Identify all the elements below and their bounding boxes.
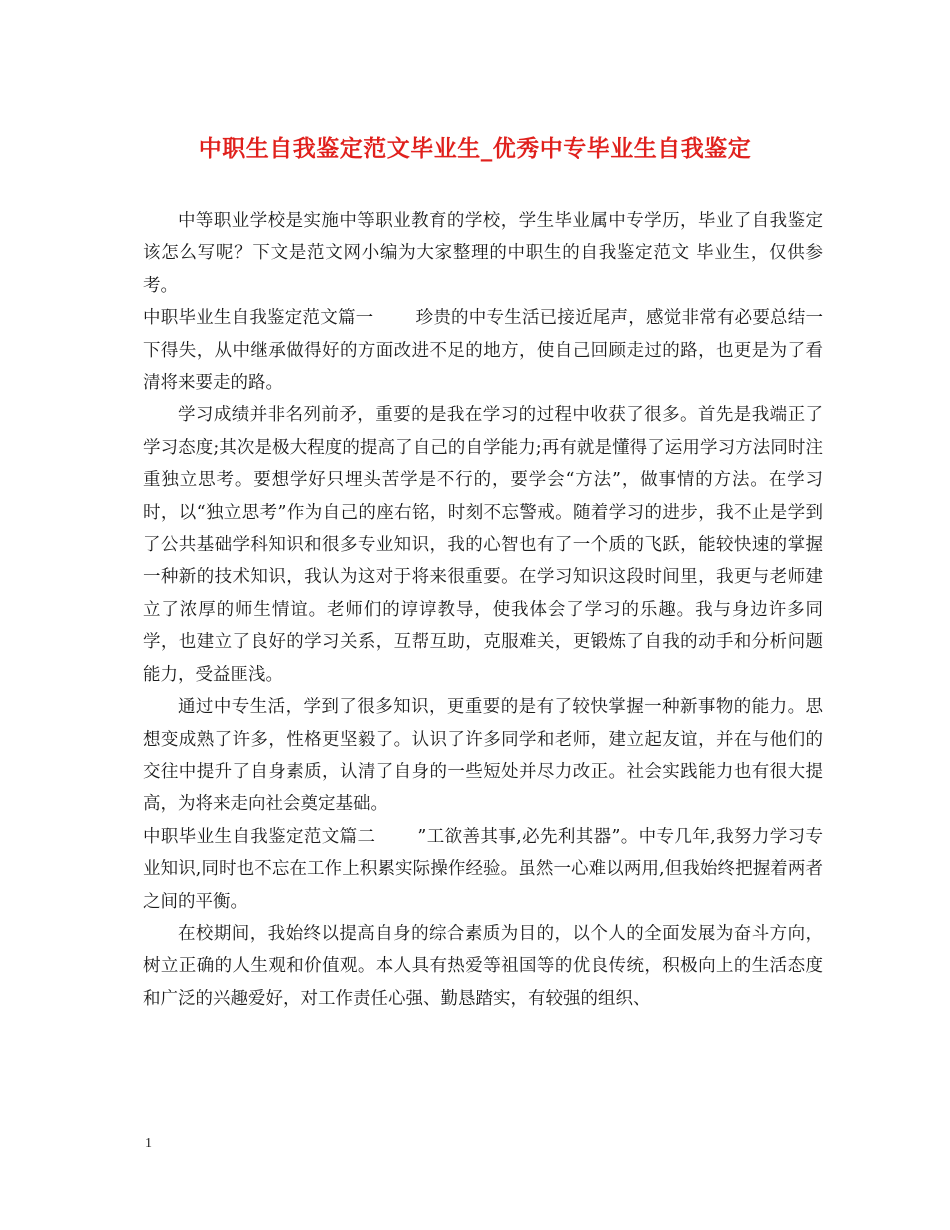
paragraph-study: 学习成绩并非名列前矛，重要的是我在学习的过程中收获了很多。首先是我端正了学习态度;其次是极大程度的提高了自己的自学能力;再有就是懂得了运用学习方法同时注重独立思考。要想学好只埋头苦学是不行的，要学会“方法”，做事情的方法。在学习时，以“独立思考”作为自己的座右铭，时刻不忘警戒。随着学习的进步，我不止是学到了公共基础学科知识和很多专业知识，我的心智也有了一个质的飞跃，能较快速的掌握一种新的技术知识，我认为这对于将来很重要。在学习知识这段时间里，我更与老师建立了浓厚的师生情谊。老师们的谆谆教导，使我体会了学习的乐趣。我与身边许多同学，也建立了良好的学习关系，互帮互助，克服难关，更锻炼了自我的动手和分析问题能力，受益匪浅。 <box>143 405 823 685</box>
paragraph-intro: 中等职业学校是实施中等职业教育的学校，学生毕业属中专学历，毕业了自我鉴定该怎么写呢？下文是范文网小编为大家整理的中职生的自我鉴定范文 毕业生，仅供参考。 <box>143 211 823 296</box>
paragraph-section-two <box>143 821 823 918</box>
paragraph-section-one <box>143 302 823 399</box>
section-text: ”工欲善其事,必先利其器”。中专几年,我努力学习专业知识,同时也不忘在工作上积累实际操作经验。虽然一心难以两用,但我始终把握着两者之间的平衡。 <box>143 826 823 912</box>
paragraph-campus: 在校期间，我始终以提高自身的综合素质为目的，以个人的全面发展为奋斗方向，树立正确的人生观和价值观。本人具有热爱等祖国等的优良传统，积极向上的生活态度和广泛的兴趣爱好，对工作责任心强、勤恳踏实，有较强的组织、 <box>143 923 823 1009</box>
paragraph-life: 通过中专生活，学到了很多知识，更重要的是有了较快掌握一种新事物的能力。思想变成熟了许多，性格更坚毅了。认识了许多同学和老师，建立起友谊，并在与他们的交往中提升了自身素质，认清了自身的一些短处并尽力改正。社会实践能力也有很大提高，为将来走向社会奠定基础。 <box>143 697 823 815</box>
document-body <box>143 205 823 1015</box>
section-heading: 中职毕业生自我鉴定范文篇一 <box>143 308 374 329</box>
section-text: 珍贵的中专生活已接近尾声，感觉非常有必要总结一下得失，从中继承做得好的方面改进不足的地方，使自己回顾走过的路，也更是为了看清将来要走的路。 <box>143 308 824 394</box>
document-title: 中职生自我鉴定范文毕业生_优秀中专毕业生自我鉴定 <box>198 135 752 162</box>
page-number: 1 <box>145 1136 152 1151</box>
section-heading: 中职毕业生自我鉴定范文篇二 <box>143 826 376 847</box>
